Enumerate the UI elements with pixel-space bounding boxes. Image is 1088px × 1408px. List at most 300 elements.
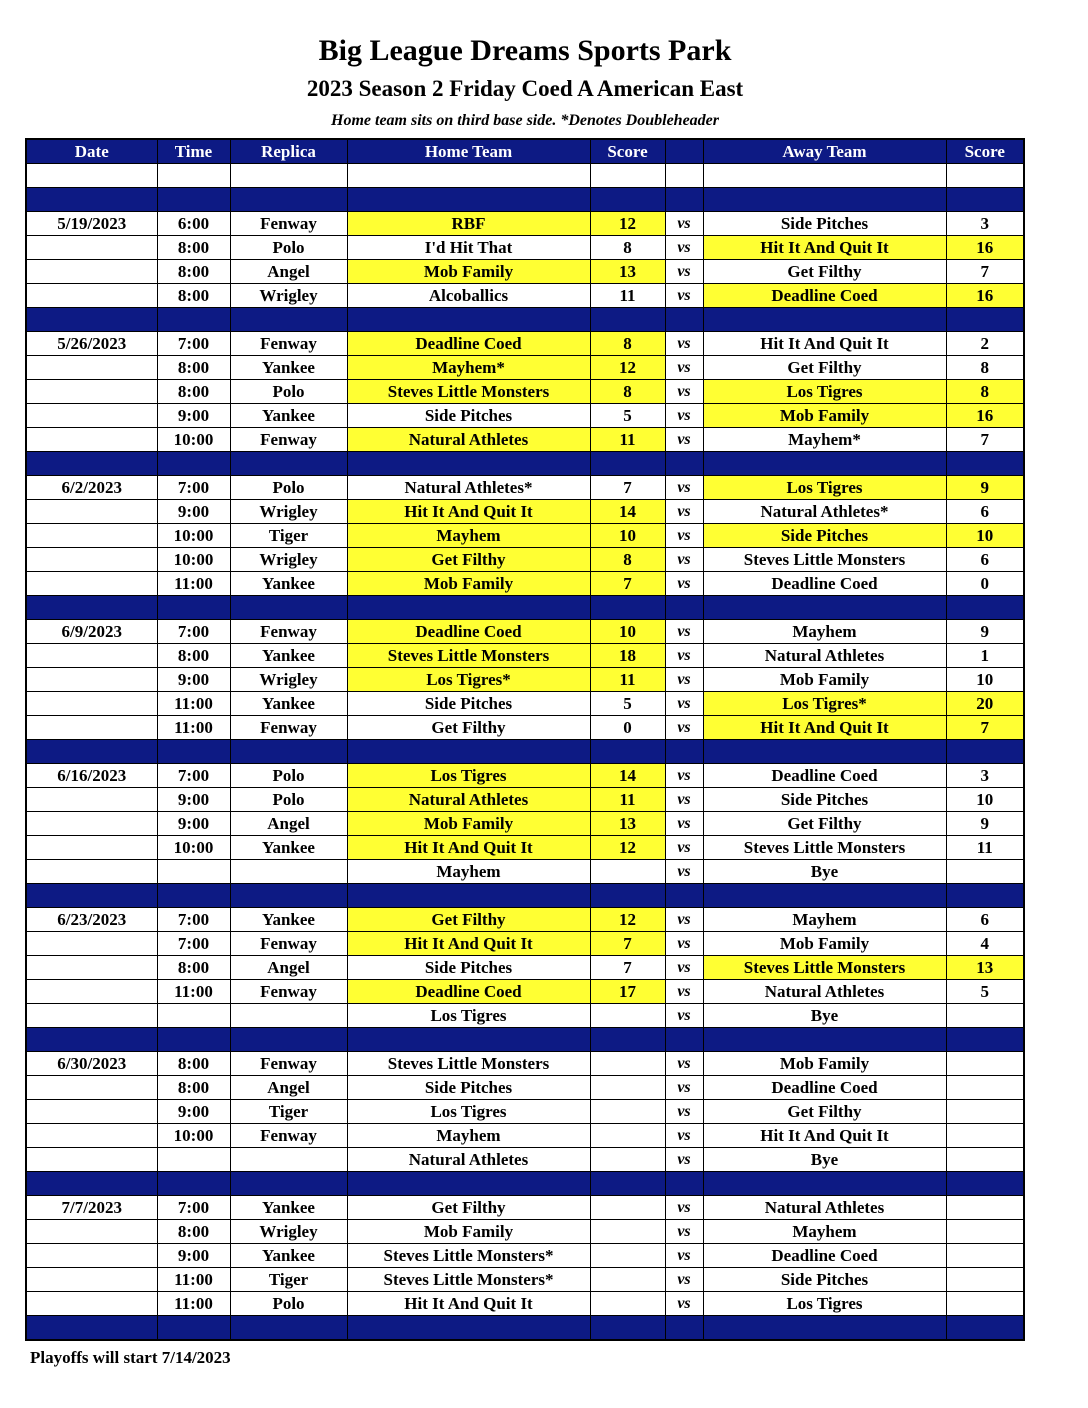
home-team: Hit It And Quit It bbox=[347, 836, 590, 860]
away-team: Los Tigres* bbox=[703, 692, 946, 716]
game-field: Yankee bbox=[230, 404, 347, 428]
away-score: 16 bbox=[946, 404, 1024, 428]
vs-label: vs bbox=[665, 860, 703, 884]
game-time bbox=[157, 860, 230, 884]
home-team: Mob Family bbox=[347, 1220, 590, 1244]
away-score: 5 bbox=[946, 980, 1024, 1004]
game-time: 10:00 bbox=[157, 548, 230, 572]
week-separator-row bbox=[26, 452, 1024, 476]
vs-label: vs bbox=[665, 1148, 703, 1172]
table-row bbox=[26, 1100, 1024, 1124]
vs-label: vs bbox=[665, 356, 703, 380]
away-score bbox=[946, 1100, 1024, 1124]
col-replica-header: Replica bbox=[230, 139, 347, 164]
home-team: Los Tigres bbox=[347, 764, 590, 788]
vs-label: vs bbox=[665, 428, 703, 452]
home-team: Deadline Coed bbox=[347, 620, 590, 644]
home-score bbox=[590, 1268, 665, 1292]
vs-label: vs bbox=[665, 212, 703, 236]
home-score: 11 bbox=[590, 788, 665, 812]
away-score: 1 bbox=[946, 644, 1024, 668]
away-team: Los Tigres bbox=[703, 476, 946, 500]
game-time: 8:00 bbox=[157, 1052, 230, 1076]
away-team: Natural Athletes bbox=[703, 1196, 946, 1220]
game-field: Tiger bbox=[230, 1100, 347, 1124]
game-date: 6/30/2023 bbox=[26, 1052, 157, 1076]
away-team: Bye bbox=[703, 860, 946, 884]
game-time: 11:00 bbox=[157, 692, 230, 716]
away-team: Deadline Coed bbox=[703, 764, 946, 788]
vs-label: vs bbox=[665, 524, 703, 548]
home-score bbox=[590, 1004, 665, 1028]
game-field: Fenway bbox=[230, 332, 347, 356]
game-date bbox=[26, 860, 157, 884]
away-score: 2 bbox=[946, 332, 1024, 356]
game-field: Wrigley bbox=[230, 284, 347, 308]
away-score: 3 bbox=[946, 764, 1024, 788]
game-date bbox=[26, 1076, 157, 1100]
vs-label: vs bbox=[665, 1052, 703, 1076]
game-field: Polo bbox=[230, 236, 347, 260]
game-date bbox=[26, 788, 157, 812]
home-score: 12 bbox=[590, 836, 665, 860]
schedule-table bbox=[25, 138, 1025, 1341]
away-score bbox=[946, 1052, 1024, 1076]
game-field: Polo bbox=[230, 788, 347, 812]
game-time: 9:00 bbox=[157, 500, 230, 524]
home-team: Mob Family bbox=[347, 812, 590, 836]
game-field: Yankee bbox=[230, 908, 347, 932]
home-score bbox=[590, 1196, 665, 1220]
table-row bbox=[26, 524, 1024, 548]
game-time: 8:00 bbox=[157, 284, 230, 308]
home-team: Mayhem bbox=[347, 1124, 590, 1148]
home-team: Hit It And Quit It bbox=[347, 500, 590, 524]
game-date: 6/16/2023 bbox=[26, 764, 157, 788]
table-row bbox=[26, 1244, 1024, 1268]
away-team: Bye bbox=[703, 1148, 946, 1172]
vs-label: vs bbox=[665, 788, 703, 812]
away-score: 6 bbox=[946, 500, 1024, 524]
away-score: 10 bbox=[946, 668, 1024, 692]
col-away-header: Away Team bbox=[703, 139, 946, 164]
away-score: 7 bbox=[946, 716, 1024, 740]
game-field: Fenway bbox=[230, 428, 347, 452]
away-team: Natural Athletes bbox=[703, 980, 946, 1004]
away-team: Mayhem bbox=[703, 908, 946, 932]
table-row bbox=[26, 1124, 1024, 1148]
home-team: Los Tigres bbox=[347, 1100, 590, 1124]
game-date: 6/23/2023 bbox=[26, 908, 157, 932]
home-score: 5 bbox=[590, 692, 665, 716]
home-team: Get Filthy bbox=[347, 716, 590, 740]
game-time: 8:00 bbox=[157, 1076, 230, 1100]
home-score bbox=[590, 860, 665, 884]
away-team: Deadline Coed bbox=[703, 1076, 946, 1100]
home-team: Natural Athletes* bbox=[347, 476, 590, 500]
home-score: 10 bbox=[590, 620, 665, 644]
vs-label: vs bbox=[665, 1124, 703, 1148]
home-score bbox=[590, 1076, 665, 1100]
home-score: 5 bbox=[590, 404, 665, 428]
home-score bbox=[590, 1244, 665, 1268]
table-row bbox=[26, 716, 1024, 740]
home-team: Mayhem* bbox=[347, 356, 590, 380]
away-team: Natural Athletes bbox=[703, 644, 946, 668]
home-team: Mayhem bbox=[347, 524, 590, 548]
playoffs-note: Playoffs will start 7/14/2023 bbox=[30, 1348, 231, 1367]
game-time: 10:00 bbox=[157, 1124, 230, 1148]
game-time: 7:00 bbox=[157, 620, 230, 644]
home-team: Side Pitches bbox=[347, 692, 590, 716]
game-date bbox=[26, 836, 157, 860]
game-field: Yankee bbox=[230, 356, 347, 380]
table-row bbox=[26, 212, 1024, 236]
away-team: Deadline Coed bbox=[703, 1244, 946, 1268]
game-time: 6:00 bbox=[157, 212, 230, 236]
table-row bbox=[26, 1268, 1024, 1292]
away-team: Los Tigres bbox=[703, 1292, 946, 1316]
home-score: 8 bbox=[590, 236, 665, 260]
away-score: 7 bbox=[946, 428, 1024, 452]
vs-label: vs bbox=[665, 956, 703, 980]
vs-label: vs bbox=[665, 692, 703, 716]
vs-label: vs bbox=[665, 284, 703, 308]
away-score: 13 bbox=[946, 956, 1024, 980]
table-row bbox=[26, 644, 1024, 668]
table-row bbox=[26, 428, 1024, 452]
table-header-row bbox=[26, 139, 1024, 164]
table-row bbox=[26, 356, 1024, 380]
col-home-header: Home Team bbox=[347, 139, 590, 164]
game-time: 7:00 bbox=[157, 932, 230, 956]
game-field: Polo bbox=[230, 380, 347, 404]
game-date bbox=[26, 1124, 157, 1148]
home-score: 11 bbox=[590, 284, 665, 308]
away-team: Bye bbox=[703, 1004, 946, 1028]
game-date bbox=[26, 716, 157, 740]
away-team: Side Pitches bbox=[703, 524, 946, 548]
game-time: 7:00 bbox=[157, 908, 230, 932]
vs-label: vs bbox=[665, 668, 703, 692]
home-score: 0 bbox=[590, 716, 665, 740]
away-score bbox=[946, 1292, 1024, 1316]
away-score: 10 bbox=[946, 788, 1024, 812]
away-team: Deadline Coed bbox=[703, 572, 946, 596]
away-team: Steves Little Monsters bbox=[703, 836, 946, 860]
table-row bbox=[26, 1052, 1024, 1076]
away-team: Natural Athletes* bbox=[703, 500, 946, 524]
game-time: 7:00 bbox=[157, 1196, 230, 1220]
game-field: Fenway bbox=[230, 932, 347, 956]
away-team: Mayhem bbox=[703, 1220, 946, 1244]
table-row bbox=[26, 380, 1024, 404]
home-team: Steves Little Monsters* bbox=[347, 1244, 590, 1268]
table-row bbox=[26, 860, 1024, 884]
home-team: Hit It And Quit It bbox=[347, 932, 590, 956]
vs-label: vs bbox=[665, 548, 703, 572]
vs-label: vs bbox=[665, 1292, 703, 1316]
away-score: 10 bbox=[946, 524, 1024, 548]
home-score: 7 bbox=[590, 476, 665, 500]
page-subtitle: 2023 Season 2 Friday Coed A American East bbox=[306, 76, 744, 101]
table-row bbox=[26, 284, 1024, 308]
game-date: 5/26/2023 bbox=[26, 332, 157, 356]
col-away-score-header: Score bbox=[946, 139, 1024, 164]
vs-label: vs bbox=[665, 908, 703, 932]
game-time: 9:00 bbox=[157, 1244, 230, 1268]
game-field bbox=[230, 1148, 347, 1172]
game-time: 10:00 bbox=[157, 836, 230, 860]
home-score bbox=[590, 1100, 665, 1124]
game-time: 9:00 bbox=[157, 1100, 230, 1124]
away-team: Deadline Coed bbox=[703, 284, 946, 308]
game-field: Polo bbox=[230, 1292, 347, 1316]
home-team: I'd Hit That bbox=[347, 236, 590, 260]
away-score bbox=[946, 1124, 1024, 1148]
vs-label: vs bbox=[665, 716, 703, 740]
home-team: Los Tigres* bbox=[347, 668, 590, 692]
vs-label: vs bbox=[665, 764, 703, 788]
game-time: 7:00 bbox=[157, 764, 230, 788]
away-score: 16 bbox=[946, 236, 1024, 260]
vs-label: vs bbox=[665, 812, 703, 836]
home-score: 12 bbox=[590, 212, 665, 236]
game-time: 8:00 bbox=[157, 356, 230, 380]
away-score: 9 bbox=[946, 620, 1024, 644]
game-field: Angel bbox=[230, 1076, 347, 1100]
away-team: Side Pitches bbox=[703, 788, 946, 812]
blank-row bbox=[26, 164, 1024, 188]
home-score: 7 bbox=[590, 932, 665, 956]
home-team: Steves Little Monsters bbox=[347, 380, 590, 404]
home-team: Side Pitches bbox=[347, 404, 590, 428]
home-score bbox=[590, 1220, 665, 1244]
game-date: 6/2/2023 bbox=[26, 476, 157, 500]
home-score: 18 bbox=[590, 644, 665, 668]
game-date bbox=[26, 260, 157, 284]
game-field: Fenway bbox=[230, 1052, 347, 1076]
home-team: Natural Athletes bbox=[347, 1148, 590, 1172]
game-date bbox=[26, 524, 157, 548]
col-date-header: Date bbox=[26, 139, 157, 164]
home-score: 12 bbox=[590, 356, 665, 380]
game-field bbox=[230, 1004, 347, 1028]
table-row bbox=[26, 836, 1024, 860]
away-score bbox=[946, 1268, 1024, 1292]
game-field: Wrigley bbox=[230, 500, 347, 524]
game-time: 8:00 bbox=[157, 1220, 230, 1244]
away-score bbox=[946, 1148, 1024, 1172]
home-score: 8 bbox=[590, 332, 665, 356]
table-row bbox=[26, 692, 1024, 716]
game-field: Wrigley bbox=[230, 548, 347, 572]
away-team: Mob Family bbox=[703, 932, 946, 956]
game-time bbox=[157, 1004, 230, 1028]
away-team: Side Pitches bbox=[703, 212, 946, 236]
vs-label: vs bbox=[665, 1268, 703, 1292]
home-team: Get Filthy bbox=[347, 908, 590, 932]
game-date bbox=[26, 980, 157, 1004]
game-date bbox=[26, 1268, 157, 1292]
away-team: Get Filthy bbox=[703, 260, 946, 284]
game-time: 9:00 bbox=[157, 788, 230, 812]
week-separator-row bbox=[26, 1316, 1024, 1341]
vs-label: vs bbox=[665, 380, 703, 404]
away-score: 8 bbox=[946, 380, 1024, 404]
game-date bbox=[26, 668, 157, 692]
table-row bbox=[26, 788, 1024, 812]
vs-label: vs bbox=[665, 1244, 703, 1268]
away-team: Mob Family bbox=[703, 668, 946, 692]
away-team: Hit It And Quit It bbox=[703, 236, 946, 260]
away-score: 9 bbox=[946, 476, 1024, 500]
away-team: Get Filthy bbox=[703, 356, 946, 380]
home-team: Alcoballics bbox=[347, 284, 590, 308]
home-score: 12 bbox=[590, 908, 665, 932]
week-separator-row bbox=[26, 740, 1024, 764]
table-row bbox=[26, 764, 1024, 788]
vs-label: vs bbox=[665, 644, 703, 668]
table-row bbox=[26, 1196, 1024, 1220]
home-team: Mob Family bbox=[347, 260, 590, 284]
away-team: Los Tigres bbox=[703, 380, 946, 404]
game-date bbox=[26, 1220, 157, 1244]
home-team: Hit It And Quit It bbox=[347, 1292, 590, 1316]
vs-label: vs bbox=[665, 476, 703, 500]
vs-label: vs bbox=[665, 1196, 703, 1220]
game-field: Angel bbox=[230, 812, 347, 836]
game-date bbox=[26, 1292, 157, 1316]
away-team: Get Filthy bbox=[703, 812, 946, 836]
game-date bbox=[26, 356, 157, 380]
game-date bbox=[26, 284, 157, 308]
game-field: Polo bbox=[230, 476, 347, 500]
home-score: 11 bbox=[590, 428, 665, 452]
game-field: Wrigley bbox=[230, 1220, 347, 1244]
game-date bbox=[26, 1244, 157, 1268]
away-score bbox=[946, 1004, 1024, 1028]
home-score: 7 bbox=[590, 956, 665, 980]
vs-label: vs bbox=[665, 260, 703, 284]
home-score: 11 bbox=[590, 668, 665, 692]
game-date: 7/7/2023 bbox=[26, 1196, 157, 1220]
home-team: RBF bbox=[347, 212, 590, 236]
vs-label: vs bbox=[665, 1220, 703, 1244]
schedule-body bbox=[26, 164, 1024, 1341]
away-score bbox=[946, 1244, 1024, 1268]
vs-label: vs bbox=[665, 620, 703, 644]
away-score: 3 bbox=[946, 212, 1024, 236]
game-date bbox=[26, 548, 157, 572]
away-team: Steves Little Monsters bbox=[703, 548, 946, 572]
game-field: Fenway bbox=[230, 620, 347, 644]
game-field: Yankee bbox=[230, 572, 347, 596]
away-score: 6 bbox=[946, 908, 1024, 932]
game-date bbox=[26, 644, 157, 668]
game-field: Polo bbox=[230, 764, 347, 788]
away-score: 16 bbox=[946, 284, 1024, 308]
table-row bbox=[26, 1220, 1024, 1244]
table-row bbox=[26, 956, 1024, 980]
away-team: Hit It And Quit It bbox=[703, 716, 946, 740]
home-team: Mob Family bbox=[347, 572, 590, 596]
home-team: Side Pitches bbox=[347, 956, 590, 980]
game-time: 8:00 bbox=[157, 260, 230, 284]
away-score: 7 bbox=[946, 260, 1024, 284]
home-team: Deadline Coed bbox=[347, 980, 590, 1004]
game-date: 5/19/2023 bbox=[26, 212, 157, 236]
col-vs-header bbox=[665, 139, 703, 164]
away-score: 8 bbox=[946, 356, 1024, 380]
away-score bbox=[946, 1220, 1024, 1244]
away-score: 0 bbox=[946, 572, 1024, 596]
away-team: Mayhem* bbox=[703, 428, 946, 452]
game-time: 11:00 bbox=[157, 980, 230, 1004]
game-time: 8:00 bbox=[157, 956, 230, 980]
vs-label: vs bbox=[665, 500, 703, 524]
game-field: Wrigley bbox=[230, 668, 347, 692]
home-score: 13 bbox=[590, 812, 665, 836]
table-row bbox=[26, 548, 1024, 572]
vs-label: vs bbox=[665, 332, 703, 356]
game-date bbox=[26, 428, 157, 452]
game-time: 9:00 bbox=[157, 404, 230, 428]
home-team: Natural Athletes bbox=[347, 428, 590, 452]
away-score: 6 bbox=[946, 548, 1024, 572]
away-team: Hit It And Quit It bbox=[703, 332, 946, 356]
game-time: 11:00 bbox=[157, 1292, 230, 1316]
game-time: 9:00 bbox=[157, 812, 230, 836]
home-score bbox=[590, 1052, 665, 1076]
away-score bbox=[946, 1196, 1024, 1220]
game-field: Yankee bbox=[230, 644, 347, 668]
game-field: Yankee bbox=[230, 1244, 347, 1268]
home-score bbox=[590, 1292, 665, 1316]
game-field: Tiger bbox=[230, 524, 347, 548]
game-field: Yankee bbox=[230, 836, 347, 860]
table-row bbox=[26, 1148, 1024, 1172]
table-row bbox=[26, 812, 1024, 836]
table-row bbox=[26, 980, 1024, 1004]
away-score bbox=[946, 860, 1024, 884]
vs-label: vs bbox=[665, 1076, 703, 1100]
vs-label: vs bbox=[665, 572, 703, 596]
game-time bbox=[157, 1148, 230, 1172]
page-title: Big League Dreams Sports Park bbox=[318, 34, 732, 67]
home-score: 13 bbox=[590, 260, 665, 284]
table-row bbox=[26, 476, 1024, 500]
game-field: Yankee bbox=[230, 692, 347, 716]
table-row bbox=[26, 404, 1024, 428]
table-row bbox=[26, 620, 1024, 644]
game-field: Angel bbox=[230, 956, 347, 980]
schedule-note: Home team sits on third base side. *Denotes Doubleheader bbox=[331, 112, 719, 129]
game-field: Fenway bbox=[230, 980, 347, 1004]
week-separator-row bbox=[26, 1172, 1024, 1196]
home-team: Steves Little Monsters bbox=[347, 1052, 590, 1076]
game-date bbox=[26, 1100, 157, 1124]
game-date: 6/9/2023 bbox=[26, 620, 157, 644]
away-score: 20 bbox=[946, 692, 1024, 716]
home-team: Steves Little Monsters bbox=[347, 644, 590, 668]
game-field: Tiger bbox=[230, 1268, 347, 1292]
table-row bbox=[26, 332, 1024, 356]
week-separator-row bbox=[26, 308, 1024, 332]
away-score: 11 bbox=[946, 836, 1024, 860]
game-date bbox=[26, 380, 157, 404]
away-team: Side Pitches bbox=[703, 1268, 946, 1292]
